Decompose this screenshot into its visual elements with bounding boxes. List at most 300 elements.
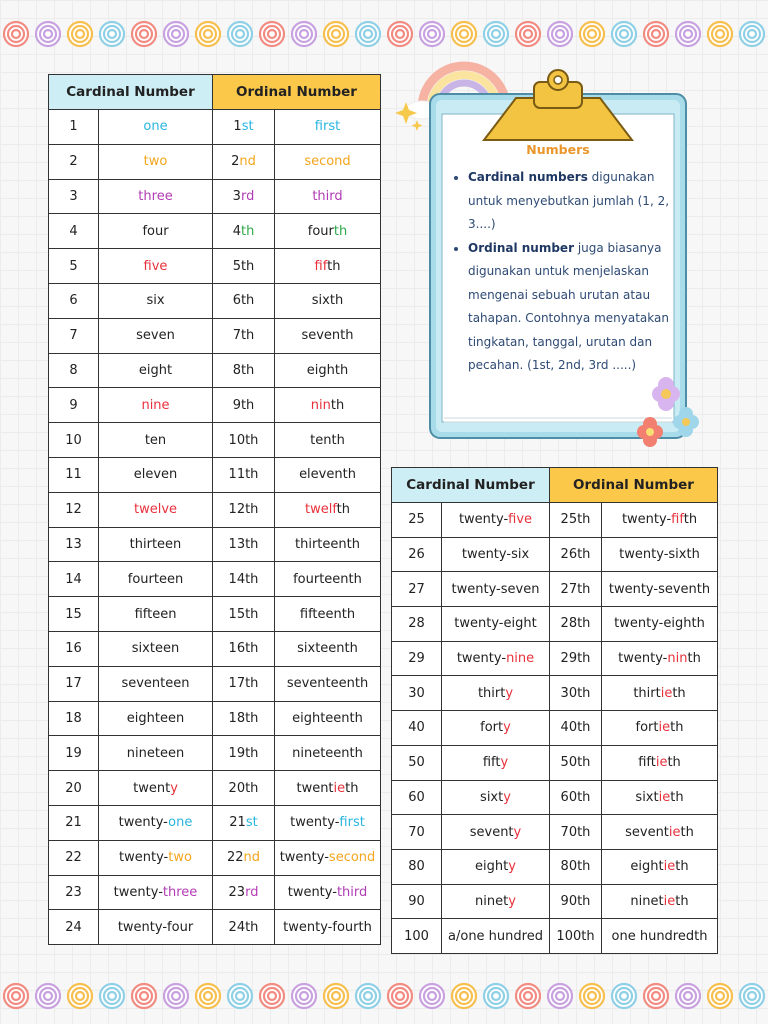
ordinal-abbr-cell <box>213 597 275 632</box>
cardinal-description: digunakan untuk menyebutkan jumlah (1, 2, 3....) <box>468 170 670 231</box>
spiral-icon <box>420 22 444 46</box>
ordinal-abbr-cell <box>213 214 275 249</box>
ordinal-word-cell-text: twenty- <box>621 512 672 528</box>
cardinal-term: Cardinal numbers <box>468 170 588 184</box>
spiral-icon <box>36 984 60 1008</box>
ordinal-word-cell <box>275 110 381 145</box>
cardinal-word-cell-text: nine <box>141 397 170 413</box>
cardinal-word-cell <box>442 745 550 780</box>
table-header-row <box>49 75 381 110</box>
cardinal-word-cell <box>99 457 213 492</box>
spiral-icon <box>644 22 668 46</box>
ordinal-abbr-cell-text: 1 <box>233 119 242 135</box>
number-cell: 10 <box>49 423 99 458</box>
ordinal-word-cell-text: sixth <box>311 293 344 309</box>
spiral-icon <box>100 984 124 1008</box>
spiral-icon <box>580 22 604 46</box>
cardinal-word-cell <box>99 353 213 388</box>
ordinal-word-cell-text: th <box>675 859 689 875</box>
cardinal-word-cell-text: ten <box>144 432 167 448</box>
ordinal-abbr-cell <box>550 919 602 954</box>
ordinal-word-cell-text: twenty- <box>618 651 668 667</box>
cardinal-word-cell <box>442 711 550 746</box>
ordinal-abbr-cell-text: 8th <box>232 362 255 378</box>
number-cell: 23 <box>49 875 99 910</box>
cardinal-word-cell-text: y <box>508 893 516 909</box>
ordinal-abbr-cell-text: st <box>241 119 254 135</box>
spiral-icon <box>68 22 92 46</box>
cardinal-word-cell <box>442 607 550 642</box>
ordinal-abbr-cell-text: 70th <box>560 824 591 840</box>
number-cell: 3 <box>49 179 99 214</box>
ordinal-abbr-cell-text: 40th <box>560 720 591 736</box>
ordinal-word-cell-text: th <box>672 685 686 701</box>
spiral-icon <box>452 22 476 46</box>
cardinal-word-cell <box>99 214 213 249</box>
spiral-icon <box>292 984 316 1008</box>
cardinal-word-cell <box>99 631 213 666</box>
ordinal-word-cell-text: ie <box>658 720 671 736</box>
number-cell: 90 <box>392 884 442 919</box>
spiral-icon <box>548 984 572 1008</box>
spiral-icon <box>388 984 412 1008</box>
number-cell: 30 <box>392 676 442 711</box>
ordinal-word-cell-text: twenty-fourth <box>283 919 372 935</box>
table-row <box>49 701 381 736</box>
table-body <box>49 110 381 945</box>
spiral-icon <box>516 984 540 1008</box>
number-cell: 27 <box>392 572 442 607</box>
table-row <box>392 780 718 815</box>
cardinal-word-cell <box>442 641 550 676</box>
ordinal-abbr-cell-text: st <box>245 815 258 831</box>
cardinal-word-cell <box>99 736 213 771</box>
table-row <box>392 572 718 607</box>
ordinal-word-cell-text: twenty- <box>287 884 337 900</box>
numbers-table-1-24 <box>48 74 381 945</box>
ordinal-abbr-cell-text: rd <box>245 884 259 900</box>
ordinal-abbr-cell <box>550 503 602 538</box>
ordinal-abbr-cell <box>550 572 602 607</box>
ordinal-word-cell-text: twent <box>296 780 334 796</box>
ordinal-word-cell-text: second <box>328 850 376 866</box>
number-cell: 5 <box>49 249 99 284</box>
ordinal-abbr-cell-text: nd <box>239 154 256 170</box>
cardinal-word-cell <box>99 318 213 353</box>
ordinal-abbr-cell <box>550 711 602 746</box>
table-row <box>49 562 381 597</box>
ordinal-word-cell-text: seventeenth <box>286 676 369 692</box>
cardinal-word-cell <box>442 815 550 850</box>
ordinal-description: juga biasanya digunakan untuk menjelaskan mengenai sebuah urutan atau tahapan. Contohnya menyatakan tingkatan, tanggal, urutan dan pecahan. (1st, 2nd, 3rd .....) <box>468 240 669 372</box>
ordinal-abbr-cell-text: 27th <box>560 581 591 597</box>
table-row <box>49 840 381 875</box>
ordinal-word-cell-text: th <box>680 824 694 840</box>
cardinal-word-cell-text: twelve <box>133 502 178 518</box>
spiral-icon <box>356 22 380 46</box>
cardinal-word-cell-text: fort <box>480 720 504 736</box>
ordinal-word-cell <box>275 805 381 840</box>
ordinal-word-cell <box>275 388 381 423</box>
cardinal-word-cell-text: five <box>508 512 533 528</box>
spiral-icon <box>36 22 60 46</box>
ordinal-word-cell <box>602 919 718 954</box>
number-cell: 12 <box>49 492 99 527</box>
note-list <box>452 166 683 378</box>
ordinal-abbr-cell <box>213 249 275 284</box>
cardinal-word-cell-text: fift <box>482 755 501 771</box>
ordinal-abbr-cell <box>213 388 275 423</box>
spiral-icon <box>356 984 380 1008</box>
ordinal-word-cell <box>275 492 381 527</box>
spiral-icon <box>132 984 156 1008</box>
table-row <box>49 457 381 492</box>
ordinal-word-cell-text: thirt <box>633 685 661 701</box>
ordinal-word-cell-text: th <box>675 893 689 909</box>
ordinal-word-cell-text: th <box>345 780 359 796</box>
number-cell: 21 <box>49 805 99 840</box>
ordinal-abbr-cell-text: 4 <box>232 223 241 239</box>
ordinal-word-cell <box>602 815 718 850</box>
table-row <box>49 631 381 666</box>
table-row <box>392 607 718 642</box>
note-title: Numbers <box>526 142 590 157</box>
table-row <box>392 641 718 676</box>
table-row <box>49 423 381 458</box>
list-item <box>468 166 683 237</box>
number-cell: 28 <box>392 607 442 642</box>
cardinal-word-cell <box>99 144 213 179</box>
cardinal-word-cell-text: y <box>508 859 516 875</box>
ordinal-abbr-cell <box>550 537 602 572</box>
cardinal-word-cell-text: fifteen <box>134 606 177 622</box>
ordinal-word-cell-text: eight <box>630 859 664 875</box>
ordinal-word-cell-text: ie <box>668 824 681 840</box>
ordinal-term: Ordinal number <box>468 240 574 255</box>
ordinal-abbr-cell-text: 14th <box>228 571 259 587</box>
ordinal-word-cell <box>275 179 381 214</box>
cardinal-word-cell <box>99 771 213 806</box>
ordinal-word-cell-text: four <box>307 223 334 239</box>
cardinal-word-cell-text: twenty- <box>113 884 163 900</box>
table-row <box>49 492 381 527</box>
ordinal-abbr-cell-text: 15th <box>228 606 259 622</box>
cardinal-word-cell-text: two <box>168 850 192 866</box>
spiral-icon <box>324 984 348 1008</box>
ordinal-word-cell <box>275 214 381 249</box>
table-row <box>49 110 381 145</box>
spiral-icon <box>676 984 700 1008</box>
cardinal-word-cell <box>442 780 550 815</box>
number-cell: 60 <box>392 780 442 815</box>
top-border-decoration <box>0 14 768 54</box>
table-row <box>392 676 718 711</box>
cardinal-word-cell-text: nineteen <box>126 745 185 761</box>
ordinal-word-cell-text: third <box>336 884 368 900</box>
cardinal-word-cell <box>99 666 213 701</box>
cardinal-word-cell-text: y <box>503 720 511 736</box>
ordinal-abbr-cell-text: 100th <box>556 928 595 944</box>
cardinal-word-cell <box>442 537 550 572</box>
table-header-row <box>392 468 718 503</box>
ordinal-word-cell-text: fift <box>638 755 656 771</box>
ordinal-abbr-cell <box>213 631 275 666</box>
spiral-icon <box>228 22 252 46</box>
cardinal-word-cell <box>99 597 213 632</box>
ordinal-word-cell-text: tenth <box>310 432 345 448</box>
cardinal-word-cell <box>442 849 550 884</box>
number-cell: 16 <box>49 631 99 666</box>
cardinal-word-cell-text: five <box>143 258 168 274</box>
ordinal-word-cell-text: ie <box>658 789 671 805</box>
spiral-icon <box>452 984 476 1008</box>
ordinal-word-cell-text: fort <box>635 720 659 736</box>
ordinal-abbr-cell-text: 20th <box>228 780 259 796</box>
table-row <box>392 919 718 954</box>
ordinal-word-cell-text: twelf <box>304 502 337 518</box>
cardinal-word-cell <box>442 676 550 711</box>
cardinal-word-cell <box>99 840 213 875</box>
ordinal-abbr-cell <box>213 875 275 910</box>
ordinal-word-cell-text: ie <box>660 685 673 701</box>
ordinal-word-cell-text: sixteenth <box>297 641 358 657</box>
spiral-icon <box>4 984 28 1008</box>
ordinal-word-cell-text: nin <box>310 397 331 413</box>
ordinal-word-cell-text: ie <box>663 893 676 909</box>
ordinal-abbr-cell <box>213 457 275 492</box>
ordinal-word-cell <box>602 711 718 746</box>
ordinal-abbr-cell-text: rd <box>240 188 255 204</box>
spiral-icon <box>484 984 508 1008</box>
number-cell: 17 <box>49 666 99 701</box>
cardinal-word-cell-text: ninet <box>475 893 509 909</box>
ordinal-abbr-cell-text: nd <box>243 850 261 866</box>
ordinal-word-cell-text: third <box>312 188 343 204</box>
ordinal-word-cell <box>275 562 381 597</box>
ordinal-abbr-cell-text: 21 <box>229 815 246 831</box>
ordinal-abbr-cell-text: 16th <box>228 641 259 657</box>
spiral-icon <box>4 22 28 46</box>
ordinal-word-cell <box>602 676 718 711</box>
spiral-icon <box>196 22 220 46</box>
cardinal-word-cell <box>442 919 550 954</box>
ordinal-abbr-cell <box>550 780 602 815</box>
ordinal-word-cell-text: th <box>670 720 684 736</box>
ordinal-abbr-cell-text: 5th <box>232 258 255 274</box>
spiral-icon <box>708 22 732 46</box>
ordinal-abbr-cell <box>213 562 275 597</box>
table-row <box>392 503 718 538</box>
ordinal-word-cell <box>602 884 718 919</box>
ordinal-abbr-cell-text: 90th <box>560 893 591 909</box>
cardinal-word-cell <box>99 249 213 284</box>
number-cell: 4 <box>49 214 99 249</box>
spiral-icon <box>516 22 540 46</box>
ordinal-word-cell-text: fifteenth <box>299 606 356 622</box>
cardinal-word-cell <box>99 423 213 458</box>
ordinal-word-cell <box>275 318 381 353</box>
ordinal-word-cell <box>275 527 381 562</box>
ordinal-abbr-cell-text: 22 <box>226 850 244 866</box>
cardinal-word-cell-text: sixteen <box>131 641 180 657</box>
table-row <box>49 805 381 840</box>
ordinal-word-cell <box>275 666 381 701</box>
spiral-icon <box>580 984 604 1008</box>
number-cell: 19 <box>49 736 99 771</box>
cardinal-word-cell-text: twenty-four <box>117 919 194 935</box>
ordinal-word-cell-text: twenty-eighth <box>614 616 705 632</box>
ordinal-word-cell <box>275 353 381 388</box>
spiral-icon <box>676 22 700 46</box>
ordinal-abbr-cell <box>213 353 275 388</box>
number-cell: 70 <box>392 815 442 850</box>
table-row <box>49 318 381 353</box>
cardinal-word-cell-text: seven <box>136 328 175 344</box>
ordinal-word-cell <box>275 701 381 736</box>
table-row <box>392 745 718 780</box>
spiral-border-icons <box>0 976 768 1016</box>
cardinal-word-cell-text: twenty- <box>118 815 169 831</box>
cardinal-word-cell-text: y <box>170 780 178 796</box>
ordinal-word-cell-text: ie <box>663 859 676 875</box>
table-row <box>49 910 381 945</box>
ordinal-word-cell-text: th <box>330 397 345 413</box>
cardinal-word-cell-text: a/one hundred <box>448 928 543 944</box>
ordinal-abbr-cell-text: 28th <box>560 616 591 632</box>
ordinal-word-cell <box>602 503 718 538</box>
ordinal-abbr-cell <box>550 607 602 642</box>
number-cell: 29 <box>392 641 442 676</box>
ordinal-abbr-cell-text: th <box>240 223 255 239</box>
ordinal-abbr-cell-text: 17th <box>228 676 259 692</box>
ordinal-word-cell-text: first <box>339 815 365 831</box>
ordinal-abbr-cell-text: 26th <box>560 547 591 563</box>
ordinal-word-cell-text: second <box>304 154 351 170</box>
ordinal-word-cell <box>602 745 718 780</box>
table-row <box>49 283 381 318</box>
spiral-icon <box>132 22 156 46</box>
ordinal-abbr-cell <box>550 815 602 850</box>
number-cell: 80 <box>392 849 442 884</box>
number-cell: 13 <box>49 527 99 562</box>
ordinal-abbr-cell <box>550 641 602 676</box>
spiral-icon <box>644 984 668 1008</box>
cardinal-word-cell-text: y <box>513 824 522 840</box>
cardinal-word-cell-text: twenty- <box>458 512 509 528</box>
cardinal-word-cell <box>99 910 213 945</box>
spiral-icon <box>388 22 412 46</box>
ordinal-abbr-cell <box>213 805 275 840</box>
ordinal-word-cell <box>275 249 381 284</box>
ordinal-word-cell <box>602 537 718 572</box>
cardinal-word-cell-text: seventeen <box>121 676 190 692</box>
table-row <box>392 711 718 746</box>
number-cell: 26 <box>392 537 442 572</box>
cardinal-word-cell-text: twenty- <box>456 651 507 667</box>
spiral-icon <box>612 22 636 46</box>
ordinal-abbr-cell-text: 3 <box>232 188 241 204</box>
number-cell: 40 <box>392 711 442 746</box>
ordinal-abbr-cell-text: 80th <box>560 859 591 875</box>
ordinal-word-cell <box>602 607 718 642</box>
ordinal-abbr-cell-text: 11th <box>228 467 259 483</box>
ordinal-word-cell-text: sevent <box>625 824 669 840</box>
cardinal-word-cell <box>99 805 213 840</box>
table-row <box>49 875 381 910</box>
cardinal-word-cell-text: eight <box>138 362 173 378</box>
list-item <box>468 237 683 378</box>
number-cell: 11 <box>49 457 99 492</box>
spiral-icon <box>612 984 636 1008</box>
spiral-icon <box>484 22 508 46</box>
table-row <box>49 771 381 806</box>
number-cell: 6 <box>49 283 99 318</box>
cardinal-word-cell-text: twenty- <box>119 850 169 866</box>
spiral-icon <box>740 22 764 46</box>
ordinal-word-cell <box>602 572 718 607</box>
ordinal-word-cell <box>275 771 381 806</box>
number-cell: 100 <box>392 919 442 954</box>
ordinal-word-cell-text: eighth <box>306 362 349 378</box>
cardinal-word-cell <box>99 110 213 145</box>
ordinal-word-cell <box>275 423 381 458</box>
cardinal-word-cell-text: thirteen <box>129 536 182 552</box>
ordinal-word-cell-text: ie <box>333 780 346 796</box>
cardinal-word-cell-text: six <box>146 293 165 309</box>
bottom-border-decoration <box>0 976 768 1016</box>
ordinal-word-cell <box>275 631 381 666</box>
spiral-icon <box>324 22 348 46</box>
ordinal-abbr-cell-text: 18th <box>228 710 259 726</box>
ordinal-word-cell-text: fourteenth <box>293 571 362 587</box>
ordinal-abbr-cell-text: 29th <box>560 651 591 667</box>
table-row <box>49 179 381 214</box>
table-row <box>49 388 381 423</box>
ordinal-abbr-cell <box>213 179 275 214</box>
ordinal-abbr-cell <box>550 676 602 711</box>
cardinal-number-header: Cardinal Number <box>49 75 213 110</box>
ordinal-word-cell <box>275 457 381 492</box>
cardinal-word-cell-text: twent <box>133 780 171 796</box>
table-row <box>49 353 381 388</box>
numbers-table-25-100 <box>391 467 718 954</box>
ordinal-abbr-cell-text: 19th <box>228 745 259 761</box>
table-row <box>49 666 381 701</box>
ordinal-abbr-cell <box>213 771 275 806</box>
spiral-icon <box>708 984 732 1008</box>
spiral-icon <box>228 984 252 1008</box>
ordinal-abbr-cell-text: 25th <box>560 512 591 528</box>
ordinal-abbr-cell-text: 6th <box>232 293 255 309</box>
number-cell: 9 <box>49 388 99 423</box>
cardinal-word-cell <box>99 875 213 910</box>
spiral-icon <box>196 984 220 1008</box>
ordinal-abbr-cell-text: 50th <box>560 755 591 771</box>
ordinal-word-cell-text: th <box>683 512 698 528</box>
ordinal-word-cell-text: fif <box>314 258 328 274</box>
cardinal-word-cell <box>99 492 213 527</box>
ordinal-abbr-cell-text: 30th <box>560 685 591 701</box>
ordinal-abbr-cell-text: 12th <box>228 502 259 518</box>
spiral-icon <box>260 984 284 1008</box>
table-row <box>392 884 718 919</box>
ordinal-word-cell-text: seventh <box>301 328 354 344</box>
ordinal-abbr-cell-text: 60th <box>560 789 591 805</box>
ordinal-abbr-cell <box>213 318 275 353</box>
cardinal-word-cell-text: twenty-eight <box>454 616 537 632</box>
ordinal-word-cell-text: th <box>670 789 684 805</box>
ordinal-abbr-cell-text: 24th <box>228 919 259 935</box>
